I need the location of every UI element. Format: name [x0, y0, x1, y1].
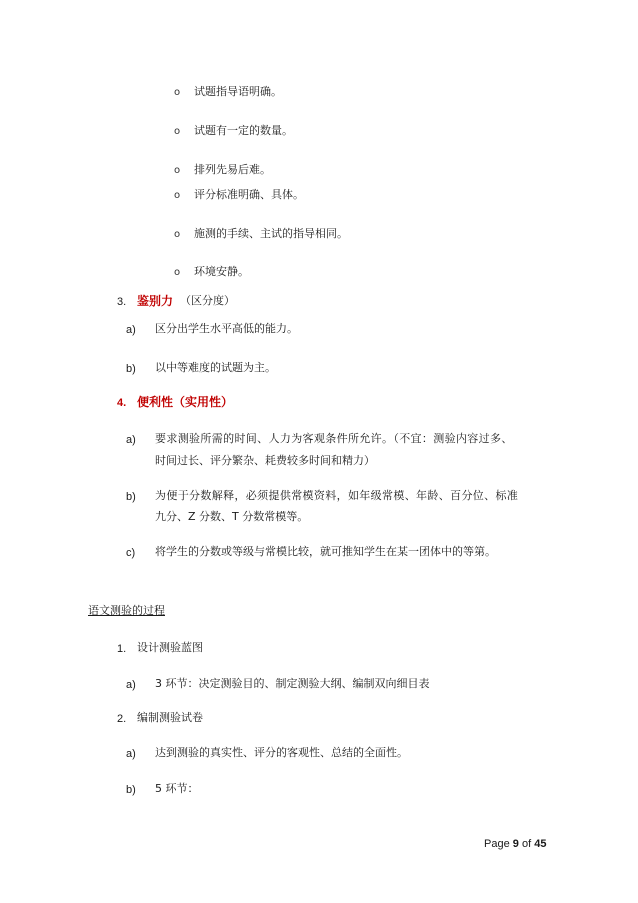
sub-text: 以中等难度的试题为主。 — [155, 361, 276, 374]
item-number: 4. — [117, 397, 127, 409]
item-number: 3. — [117, 296, 127, 308]
sub-marker: b) — [126, 491, 136, 503]
of-label: of — [521, 838, 532, 850]
sub-text: 将学生的分数或等级与常模比较，就可推知学生在某一团体中的等第。 — [155, 545, 496, 558]
sub-text-cont: 时间过长、评分繁杂、耗费较多时间和精力） — [155, 454, 375, 467]
bullet-o-marker: o — [174, 229, 181, 240]
page-total: 45 — [534, 838, 547, 850]
sub-text: 3 环节：决定测验目的、制定测验大纲、编制双向细目表 — [155, 677, 430, 690]
page-current: 9 — [512, 838, 519, 850]
bullet-o-marker: o — [174, 165, 181, 176]
bullet-o-text: 排列先易后难。 — [194, 163, 271, 176]
item-number: 1. — [117, 643, 127, 655]
page-label: Page — [484, 838, 510, 850]
sub-text: 5 环节： — [155, 782, 199, 795]
bullet-o-marker: o — [174, 190, 181, 201]
sub-text: 区分出学生水平高低的能力。 — [155, 322, 298, 335]
bullet-o-marker: o — [174, 87, 181, 98]
sub-text: 要求测验所需的时间、人力为客观条件所允许。（不宜：测验内容过多、 — [155, 432, 513, 445]
item-title: 鉴别力 — [137, 294, 174, 308]
sub-marker: a) — [126, 434, 136, 446]
sub-marker: a) — [126, 748, 136, 760]
sub-marker: b) — [126, 363, 136, 375]
sub-text: 达到测验的真实性、评分的客观性、总结的全面性。 — [155, 746, 408, 759]
bullet-o-text: 施测的手续、主试的指导相同。 — [194, 227, 348, 240]
item-number: 2. — [117, 713, 127, 725]
bullet-o-marker: o — [174, 126, 181, 137]
item-note: （区分度） — [180, 294, 235, 307]
sub-marker: a) — [126, 679, 136, 691]
sub-marker: b) — [126, 784, 136, 796]
page-number — [484, 836, 546, 852]
item-text: 设计测验蓝图 — [137, 641, 203, 654]
bullet-o-text: 试题指导语明确。 — [194, 85, 282, 98]
sub-text: 为便于分数解释，必须提供常模资料，如年级常模、年龄、百分位、标准 — [155, 489, 519, 502]
sub-marker: a) — [126, 324, 136, 336]
sub-text-cont: 九分、Z 分数、T 分数常模等。 — [155, 510, 309, 523]
section-heading: 语文测验的过程 — [88, 604, 165, 617]
bullet-o-marker: o — [174, 267, 181, 278]
item-title: 便利性（实用性） — [137, 395, 234, 409]
bullet-o-text: 环境安静。 — [194, 265, 249, 278]
sub-marker: c) — [126, 547, 136, 559]
bullet-o-text: 试题有一定的数量。 — [194, 124, 293, 137]
bullet-o-text: 评分标准明确、具体。 — [194, 188, 304, 201]
item-text: 编制测验试卷 — [137, 711, 203, 724]
